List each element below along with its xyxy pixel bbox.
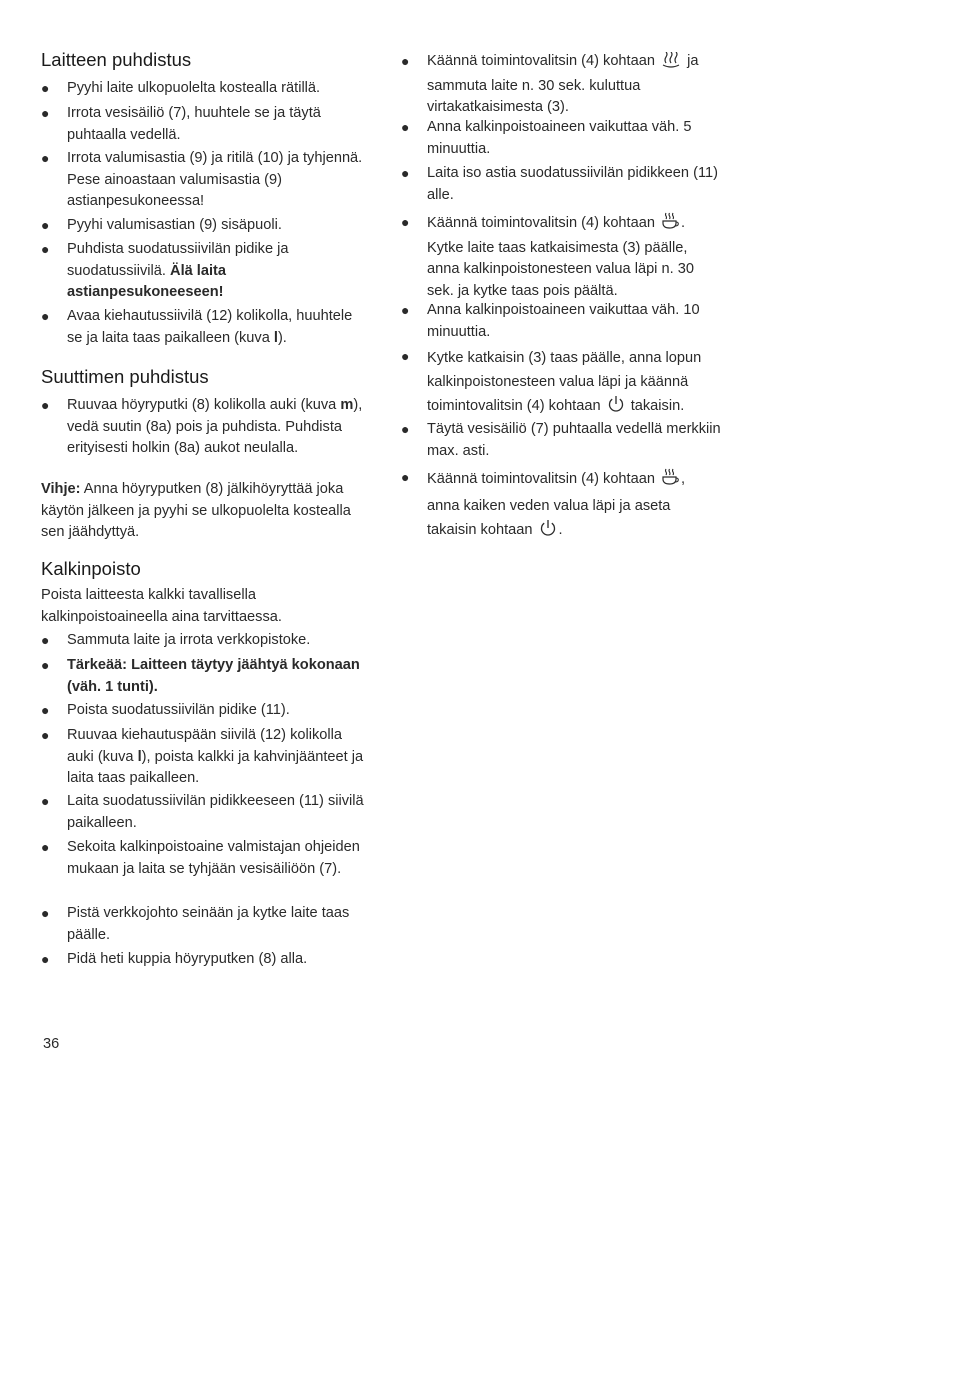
list-item: ● Käännä toimintovalitsin (4) kohtaan . Kytke laite taas katkaisimesta (3) päälle, anna kalkinpoistonesteen valua läpi n. 30 sek. ja kytke taas pois päältä. — [401, 214, 694, 299]
list-item: ● Ruuvaa höyryputki (8) kolikolla auki (kuva m), vedä suutin (8a) pois ja puhdista. Puhdista erityisesti holkin (8a) aukot neulalla. — [41, 397, 363, 457]
list-item: ● Laita suodatussiivilän pidikkeeseen (11) siivilä paikalleen. — [41, 793, 364, 831]
bullet-icon: ● — [401, 165, 410, 181]
list-item: ● Käännä toimintovalitsin (4) kohtaan ja sammuta laite n. 30 sek. kuluttua virtakatkaisimesta (3). — [401, 53, 699, 116]
list-item: ● Täytä vesisäiliö (7) puhtaalla vedellä merkkiin max. asti. — [401, 421, 721, 459]
list-item: ● Irrota valumisastia (9) ja ritilä (10) ja tyhjennä. Pese ainoastaan valumisastia (9) astianpesukoneessa! — [41, 150, 363, 210]
list-item: ● Avaa kiehautussiivilä (12) kolikolla, huuhtele se ja laita taas paikalleen (kuva l). — [41, 308, 353, 346]
heading-nozzle-cleaning: Suuttimen puhdistus — [41, 366, 209, 387]
bullet-icon: ● — [401, 53, 410, 69]
list-item: ● Anna kalkinpoistoaineen vaikuttaa väh. 10 minuuttia. — [401, 302, 700, 340]
tip-paragraph: Vihje: Anna höyryputken (8) jälkihöyryttää joka käytön jälkeen ja pyyhi se ulkopuolelta kostealla sen jäähdyttyä. — [41, 481, 351, 541]
list-item: ● Ruuvaa kiehautuspään siivilä (12) kolikolla auki (kuva l), poista kalkki ja kahvinjäänteet ja laita taas paikalleen. — [41, 727, 364, 787]
bullet-icon: ● — [41, 105, 50, 121]
list-item: ● Laita iso astia suodatussiivilän pidikkeen (11) alle. — [401, 165, 718, 203]
bullet-icon: ● — [41, 657, 50, 673]
list-item: ● Puhdista suodatussiivilän pidike ja suodatussiivilä. Älä laita astianpesukoneeseen! — [41, 241, 289, 301]
bullet-icon: ● — [401, 214, 410, 230]
page-number: 36 — [43, 1036, 60, 1052]
list-item: ● Sammuta laite ja irrota verkkopistoke. — [41, 630, 366, 652]
bullet-icon: ● — [41, 702, 50, 718]
list-item: ● Pyyhi valumisastian (9) sisäpuoli. — [41, 215, 366, 237]
bullet-icon: ● — [41, 839, 50, 855]
power-icon — [607, 395, 625, 421]
bullet-icon: ● — [41, 150, 50, 166]
intro-paragraph: Poista laitteesta kalkki tavallisella kalkinpoistoaineella aina tarvittaessa. — [41, 587, 282, 625]
bullet-icon: ● — [41, 793, 50, 809]
heading-descaling: Kalkinpoisto — [41, 558, 141, 579]
bullet-icon: ● — [401, 119, 410, 135]
heading-cleaning: Laitteen puhdistus — [41, 49, 192, 70]
list-item: ● Tärkeää: Laitteen täytyy jäähtyä kokonaan (väh. 1 tunti). — [41, 657, 360, 695]
list-item: ● Sekoita kalkinpoistoaine valmistajan ohjeiden mukaan ja laita se tyhjään vesisäiliöön (7). — [41, 839, 360, 877]
bullet-icon: ● — [41, 905, 50, 921]
hot-water-cup-icon — [661, 212, 679, 238]
power-icon — [539, 519, 557, 545]
list-item: ● Käännä toimintovalitsin (4) kohtaan , anna kaiken veden valua läpi ja aseta takaisin kohtaan . — [401, 467, 721, 545]
bullet-icon: ● — [41, 397, 50, 413]
list-item: ● Pidä heti kuppia höyryputken (8) alla. — [41, 949, 366, 971]
bullet-icon: ● — [401, 348, 410, 364]
bullet-icon: ● — [41, 241, 50, 257]
bullet-icon: ● — [401, 469, 410, 485]
bullet-icon: ● — [41, 727, 50, 743]
list-item: ● Pyyhi laite ulkopuolelta kostealla rätillä. — [41, 78, 366, 100]
bullet-icon: ● — [41, 80, 50, 96]
bullet-icon: ● — [41, 217, 50, 233]
bullet-icon: ● — [401, 302, 410, 318]
list-item: ● Pistä verkkojohto seinään ja kytke laite taas päälle. — [41, 905, 350, 943]
bullet-icon: ● — [41, 632, 50, 648]
list-item: ● Poista suodatussiivilän pidike (11). — [41, 700, 366, 722]
bullet-icon: ● — [401, 421, 410, 437]
bullet-icon: ● — [41, 308, 50, 324]
hot-water-cup-icon — [661, 468, 679, 494]
steam-icon — [661, 52, 681, 76]
bullet-icon: ● — [41, 951, 50, 967]
list-item: ● Irrota vesisäiliö (7), huuhtele se ja täytä puhtaalla vedellä. — [41, 105, 321, 143]
list-item: ● Kytke katkaisin (3) taas päälle, anna lopun kalkinpoistonesteen valua läpi ja käännä toimintovalitsin (4) kohtaan takaisin. — [401, 346, 721, 421]
list-item: ● Anna kalkinpoistoaineen vaikuttaa väh. 5 minuuttia. — [401, 119, 692, 157]
